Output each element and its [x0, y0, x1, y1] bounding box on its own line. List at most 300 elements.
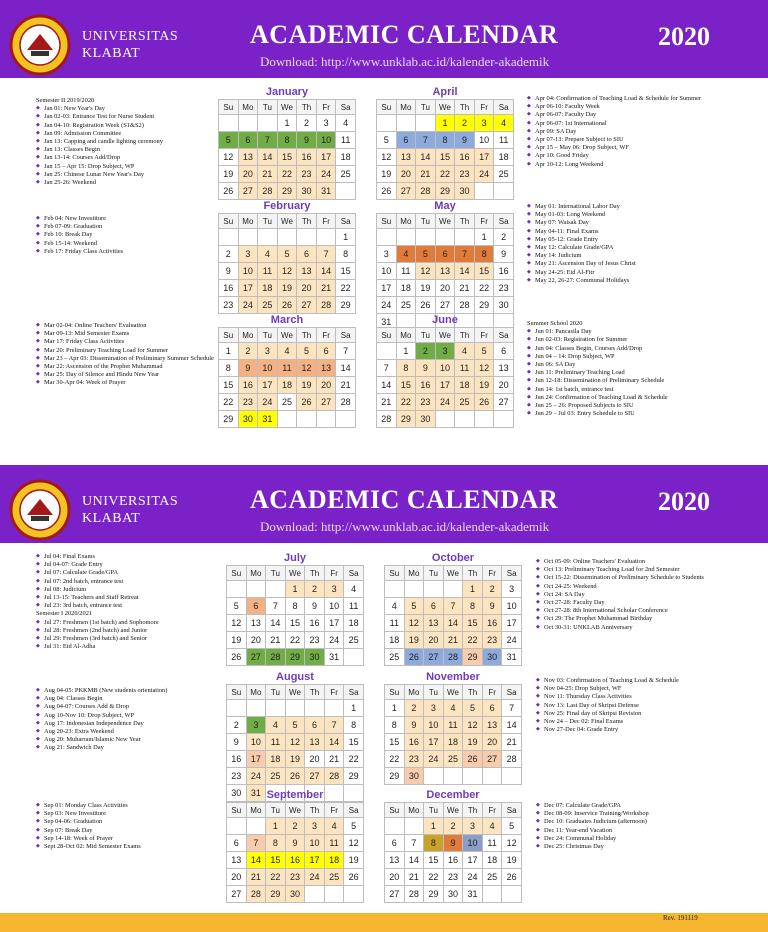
day-cell: 13 — [424, 615, 444, 632]
day-cell: 9 — [404, 717, 424, 734]
day-cell: 26 — [219, 183, 239, 200]
event-item: ◆ Dec 07: Calculate Grade/GPA — [536, 802, 649, 810]
event-item: ◆ Sep 03: New Investiture — [36, 810, 141, 818]
university-logo — [9, 14, 71, 76]
day-cell: 16 — [227, 751, 247, 768]
weekday-header: Th — [297, 100, 317, 115]
day-cell: 8 — [385, 717, 405, 734]
event-item: ◆ Mar 09-13: Mid Semester Exams — [36, 330, 214, 338]
day-cell: 15 — [463, 615, 483, 632]
empty-cell — [385, 818, 405, 835]
day-cell: 2 — [443, 818, 463, 835]
day-cell: 13 — [482, 717, 502, 734]
day-cell: 24 — [324, 632, 344, 649]
weekday-header: Tu — [424, 803, 444, 818]
month-name: February — [263, 200, 311, 212]
day-cell: 9 — [238, 360, 258, 377]
weekday-header: Fr — [324, 566, 344, 581]
day-cell: 9 — [305, 598, 325, 615]
day-cell: 8 — [219, 360, 239, 377]
weekday-header: Sa — [336, 100, 356, 115]
day-cell: 27 — [316, 394, 336, 411]
event-item: ◆ Oct 27-28: 8th International Scholar Conference — [536, 607, 704, 615]
day-cell: 16 — [238, 377, 258, 394]
day-cell: 5 — [416, 246, 436, 263]
day-cell: 17 — [502, 615, 522, 632]
day-cell: 6 — [396, 132, 416, 149]
day-cell: 6 — [385, 835, 405, 852]
empty-cell — [424, 768, 444, 785]
month-name: November — [426, 671, 480, 683]
day-cell: 26 — [474, 394, 494, 411]
day-cell: 12 — [474, 360, 494, 377]
day-cell: 7 — [316, 246, 336, 263]
day-cell: 1 — [435, 115, 455, 132]
weekday-header: Th — [455, 100, 475, 115]
day-cell: 12 — [463, 717, 483, 734]
empty-cell — [324, 886, 344, 903]
event-item: ◆ Jun 24: Confirmation of Teaching Load & Schedule — [527, 394, 668, 402]
weekday-header: Su — [385, 803, 405, 818]
day-cell: 3 — [324, 581, 344, 598]
event-item: ◆ Jan 13: Capping and candle lighting ceremony — [36, 138, 163, 146]
header-banner — [0, 465, 768, 543]
day-cell: 23 — [416, 394, 436, 411]
weekday-header: We — [443, 803, 463, 818]
day-cell: 10 — [474, 132, 494, 149]
empty-cell — [266, 581, 286, 598]
empty-cell — [396, 229, 416, 246]
day-cell: 18 — [494, 149, 514, 166]
download-link[interactable]: Download: http://www.unklab.ac.id/kalender-akademik — [260, 54, 550, 69]
day-cell: 12 — [285, 734, 305, 751]
day-cell: 21 — [443, 632, 463, 649]
day-cell: 1 — [219, 343, 239, 360]
weekday-header: Tu — [266, 566, 286, 581]
day-cell: 29 — [277, 183, 297, 200]
day-cell: 10 — [435, 360, 455, 377]
day-cell: 19 — [219, 166, 239, 183]
day-cell: 18 — [443, 734, 463, 751]
day-cell: 6 — [435, 246, 455, 263]
day-cell: 16 — [219, 280, 239, 297]
day-cell: 4 — [324, 818, 344, 835]
day-cell: 16 — [297, 149, 317, 166]
day-cell: 26 — [285, 768, 305, 785]
day-cell: 18 — [385, 632, 405, 649]
day-cell: 4 — [258, 246, 278, 263]
event-item: ◆ Aug 20-23: Extra Weekend — [36, 728, 167, 736]
day-cell: 13 — [494, 360, 514, 377]
weekday-header: Mo — [246, 803, 266, 818]
event-item: ◆ Jul 27: Freshmen (1st batch) and Sophomore — [36, 619, 159, 627]
month-name: August — [276, 671, 314, 683]
event-item: ◆ Apr 06-07: Faculty Day — [527, 111, 701, 119]
weekday-header: Th — [297, 328, 317, 343]
event-item: ◆ Aug 21: Sandwich Day — [36, 744, 167, 752]
empty-cell — [502, 886, 522, 903]
day-cell: 23 — [443, 869, 463, 886]
weekday-header: Fr — [324, 803, 344, 818]
day-cell: 27 — [297, 297, 317, 314]
event-item: ◆ May 05-12: Grade Entry — [527, 236, 636, 244]
event-item: ◆ Oct 13: Preliminary Teaching Load for 2nd Semester — [536, 566, 704, 574]
day-cell: 5 — [463, 700, 483, 717]
weekday-header: Mo — [396, 328, 416, 343]
events-august — [36, 687, 167, 753]
weekday-header: Fr — [474, 100, 494, 115]
day-cell: 5 — [377, 132, 397, 149]
day-cell: 29 — [424, 886, 444, 903]
day-cell: 18 — [266, 751, 286, 768]
day-cell: 26 — [404, 649, 424, 666]
day-cell: 4 — [443, 700, 463, 717]
day-cell: 24 — [377, 297, 397, 314]
events-june — [527, 320, 668, 418]
day-cell: 7 — [336, 343, 356, 360]
empty-cell — [227, 818, 247, 835]
empty-cell — [416, 229, 436, 246]
event-item: Semester I 2020/2021 — [36, 610, 93, 618]
month-grid — [226, 565, 364, 666]
day-cell: 30 — [404, 768, 424, 785]
day-cell: 9 — [482, 598, 502, 615]
empty-cell — [435, 229, 455, 246]
month-name: January — [265, 86, 309, 98]
day-cell: 20 — [494, 377, 514, 394]
day-cell: 1 — [385, 700, 405, 717]
empty-cell — [277, 411, 297, 428]
weekday-header: Su — [377, 214, 397, 229]
empty-cell — [238, 229, 258, 246]
event-item: ◆ Oct 24-25: Weekend — [536, 583, 704, 591]
day-cell: 17 — [316, 149, 336, 166]
event-item: ◆ Nov 03: Confirmation of Teaching Load & Schedule — [536, 677, 679, 685]
event-item: ◆ Apr 06-07: 1st International — [527, 120, 701, 128]
empty-cell — [396, 115, 416, 132]
day-cell: 22 — [277, 166, 297, 183]
day-cell: 25 — [455, 394, 475, 411]
day-cell: 7 — [377, 360, 397, 377]
day-cell: 15 — [336, 263, 356, 280]
empty-cell — [297, 411, 317, 428]
day-cell: 13 — [435, 263, 455, 280]
day-cell: 17 — [238, 280, 258, 297]
day-cell: 20 — [385, 869, 405, 886]
day-cell: 12 — [297, 360, 317, 377]
day-cell: 22 — [385, 751, 405, 768]
day-cell: 22 — [435, 166, 455, 183]
day-cell: 14 — [416, 149, 436, 166]
day-cell: 17 — [258, 377, 278, 394]
day-cell: 6 — [482, 700, 502, 717]
day-cell: 25 — [266, 768, 286, 785]
day-cell: 11 — [396, 263, 416, 280]
day-cell: 23 — [482, 632, 502, 649]
event-item: ◆ Aug 17: Indonesian Independence Day — [36, 720, 167, 728]
weekday-header: Sa — [336, 328, 356, 343]
university-name-line2: KLABAT — [82, 511, 141, 526]
day-cell: 29 — [463, 649, 483, 666]
calendar-year: 2020 — [658, 22, 710, 51]
day-cell: 13 — [396, 149, 416, 166]
day-cell: 26 — [502, 869, 522, 886]
day-cell: 24 — [502, 632, 522, 649]
day-cell: 2 — [297, 115, 317, 132]
day-cell: 2 — [416, 343, 436, 360]
day-cell: 23 — [219, 297, 239, 314]
day-cell: 6 — [305, 717, 325, 734]
empty-cell — [336, 183, 356, 200]
day-cell: 28 — [443, 649, 463, 666]
day-cell: 20 — [316, 377, 336, 394]
event-item: ◆ Apr 09: SA Day — [527, 128, 701, 136]
events-october — [536, 558, 704, 632]
weekday-header: Fr — [474, 328, 494, 343]
weekday-header: Sa — [494, 214, 514, 229]
day-cell: 27 — [246, 649, 266, 666]
event-item: ◆ Feb 17: Friday Class Activities — [36, 248, 123, 256]
day-cell: 2 — [219, 246, 239, 263]
event-item: ◆ May 07: Waisak Day — [527, 219, 636, 227]
weekday-header: We — [285, 685, 305, 700]
day-cell: 3 — [435, 343, 455, 360]
day-cell: 16 — [494, 263, 514, 280]
events-september — [36, 802, 141, 851]
empty-cell — [316, 411, 336, 428]
day-cell: 15 — [424, 852, 444, 869]
day-cell: 18 — [336, 149, 356, 166]
weekday-header: Su — [227, 566, 247, 581]
day-cell: 13 — [297, 263, 317, 280]
weekday-header: Th — [455, 214, 475, 229]
day-cell: 28 — [416, 183, 436, 200]
day-cell: 14 — [377, 377, 397, 394]
university-name-line2: KLABAT — [82, 46, 141, 61]
day-cell: 10 — [258, 360, 278, 377]
month-june — [376, 313, 514, 428]
event-item: ◆ Aug 10-Nov 10: Drop Subject, WP — [36, 712, 167, 720]
event-item: ◆ Sep 04-06: Graduation — [36, 818, 141, 826]
event-item: ◆ Jun 01: Pancasila Day — [527, 328, 668, 336]
month-grid — [384, 802, 522, 903]
empty-cell — [404, 581, 424, 598]
day-cell: 19 — [344, 852, 364, 869]
day-cell: 24 — [246, 768, 266, 785]
download-link[interactable]: Download: http://www.unklab.ac.id/kalender-akademik — [260, 519, 550, 534]
day-cell: 6 — [316, 343, 336, 360]
day-cell: 22 — [266, 869, 286, 886]
day-cell: 3 — [474, 115, 494, 132]
event-item: ◆ Apr 10: Good Friday — [527, 152, 701, 160]
weekday-header: Mo — [404, 685, 424, 700]
day-cell: 19 — [297, 377, 317, 394]
revision-label: Rev. 191119 — [663, 914, 698, 922]
day-cell: 9 — [297, 132, 317, 149]
day-cell: 23 — [227, 768, 247, 785]
day-cell: 27 — [238, 183, 258, 200]
weekday-header: We — [435, 328, 455, 343]
month-april — [376, 85, 514, 200]
month-grid — [218, 99, 356, 200]
event-item: ◆ Oct 24: SA Day — [536, 591, 704, 599]
empty-cell — [238, 115, 258, 132]
day-cell: 2 — [285, 818, 305, 835]
day-cell: 11 — [336, 132, 356, 149]
day-cell: 21 — [336, 377, 356, 394]
event-item: ◆ Sep 14-18: Week of Prayer — [36, 835, 141, 843]
day-cell: 14 — [455, 263, 475, 280]
event-item: ◆ Jul 23: 3rd batch, entrance test — [36, 602, 159, 610]
day-cell: 27 — [482, 751, 502, 768]
weekday-header: We — [277, 328, 297, 343]
day-cell: 27 — [494, 394, 514, 411]
weekday-header: Sa — [336, 214, 356, 229]
day-cell: 23 — [494, 280, 514, 297]
event-item: ◆ Dec 08-09: Inservice Training/Workshop — [536, 810, 649, 818]
day-cell: 27 — [227, 886, 247, 903]
event-item: ◆ Apr 06-10: Faculty Week — [527, 103, 701, 111]
day-cell: 11 — [324, 835, 344, 852]
day-cell: 24 — [305, 869, 325, 886]
weekday-header: Mo — [396, 214, 416, 229]
day-cell: 8 — [463, 598, 483, 615]
day-cell: 29 — [396, 411, 416, 428]
day-cell: 24 — [424, 751, 444, 768]
day-cell: 17 — [246, 751, 266, 768]
day-cell: 8 — [474, 246, 494, 263]
day-cell: 26 — [277, 297, 297, 314]
day-cell: 4 — [344, 581, 364, 598]
day-cell: 21 — [502, 734, 522, 751]
day-cell: 12 — [404, 615, 424, 632]
day-cell: 26 — [297, 394, 317, 411]
day-cell: 2 — [404, 700, 424, 717]
day-cell: 19 — [227, 632, 247, 649]
day-cell: 14 — [246, 852, 266, 869]
day-cell: 24 — [238, 297, 258, 314]
event-item: Semester II 2019/2020 — [36, 97, 95, 104]
event-item: ◆ May 24-25: Eid Al-Fitr — [527, 269, 636, 277]
day-cell: 27 — [435, 297, 455, 314]
empty-cell — [258, 115, 278, 132]
day-cell: 7 — [324, 717, 344, 734]
event-item: ◆ Jan 25-26: Weekend — [36, 179, 163, 187]
day-cell: 23 — [238, 394, 258, 411]
month-grid — [218, 213, 356, 314]
event-item: ◆ Jan 01: New Year's Day — [36, 105, 163, 113]
day-cell: 5 — [344, 818, 364, 835]
day-cell: 14 — [258, 149, 278, 166]
event-item: ◆ Mar 25: Day of Silence and Hindu New Year — [36, 371, 214, 379]
empty-cell — [316, 229, 336, 246]
day-cell: 22 — [336, 280, 356, 297]
day-cell: 16 — [443, 852, 463, 869]
day-cell: 10 — [502, 598, 522, 615]
empty-cell — [455, 411, 475, 428]
day-cell: 20 — [227, 869, 247, 886]
weekday-header: Su — [385, 685, 405, 700]
month-february — [218, 199, 356, 314]
event-item: ◆ Jul 29: Freshmen (3rd batch) and Senior — [36, 635, 159, 643]
day-cell: 15 — [219, 377, 239, 394]
page-title: ACADEMIC CALENDAR — [250, 485, 559, 514]
day-cell: 17 — [377, 280, 397, 297]
month-name: March — [270, 314, 304, 326]
day-cell: 20 — [435, 280, 455, 297]
weekday-header: Mo — [238, 328, 258, 343]
events-may — [527, 203, 636, 285]
month-grid — [226, 684, 364, 802]
day-cell: 7 — [246, 835, 266, 852]
day-cell: 3 — [502, 581, 522, 598]
day-cell: 9 — [219, 263, 239, 280]
weekday-header: Tu — [424, 685, 444, 700]
month-name: October — [431, 552, 475, 564]
day-cell: 9 — [227, 734, 247, 751]
weekday-header: Fr — [316, 100, 336, 115]
day-cell: 29 — [336, 297, 356, 314]
weekday-header: We — [277, 100, 297, 115]
empty-cell — [404, 818, 424, 835]
empty-cell — [305, 700, 325, 717]
empty-cell — [344, 886, 364, 903]
day-cell: 21 — [455, 280, 475, 297]
day-cell: 13 — [238, 149, 258, 166]
event-item: ◆ Aug 04: Classes Begin — [36, 695, 167, 703]
event-item: ◆ Mar 20: Preliminary Teaching Load for Summer — [36, 347, 214, 355]
weekday-header: We — [435, 214, 455, 229]
month-grid — [376, 327, 514, 428]
day-cell: 7 — [502, 700, 522, 717]
empty-cell — [443, 581, 463, 598]
day-cell: 23 — [404, 751, 424, 768]
day-cell: 20 — [424, 632, 444, 649]
day-cell: 28 — [324, 768, 344, 785]
day-cell: 11 — [455, 360, 475, 377]
day-cell: 10 — [316, 132, 336, 149]
day-cell: 25 — [385, 649, 405, 666]
day-cell: 15 — [396, 377, 416, 394]
day-cell: 18 — [258, 280, 278, 297]
event-item: ◆ Jul 08: Judicium — [36, 586, 159, 594]
day-cell: 19 — [277, 280, 297, 297]
day-cell: 21 — [258, 166, 278, 183]
month-july — [226, 551, 364, 666]
weekday-header: Sa — [502, 566, 522, 581]
day-cell: 7 — [258, 132, 278, 149]
day-cell: 9 — [416, 360, 436, 377]
day-cell: 2 — [494, 229, 514, 246]
day-cell: 25 — [336, 166, 356, 183]
day-cell: 30 — [227, 785, 247, 802]
month-march — [218, 313, 356, 428]
day-cell: 7 — [416, 132, 436, 149]
empty-cell — [285, 700, 305, 717]
day-cell: 5 — [502, 818, 522, 835]
empty-cell — [266, 700, 286, 717]
day-cell: 10 — [424, 717, 444, 734]
weekday-header: Th — [305, 566, 325, 581]
day-cell: 13 — [305, 734, 325, 751]
weekday-header: Fr — [316, 214, 336, 229]
weekday-header: Sa — [344, 803, 364, 818]
event-item: ◆ Aug 04-07: Courses Add & Drop — [36, 703, 167, 711]
day-cell: 2 — [482, 581, 502, 598]
day-cell: 30 — [494, 297, 514, 314]
day-cell: 22 — [474, 280, 494, 297]
day-cell: 10 — [305, 835, 325, 852]
